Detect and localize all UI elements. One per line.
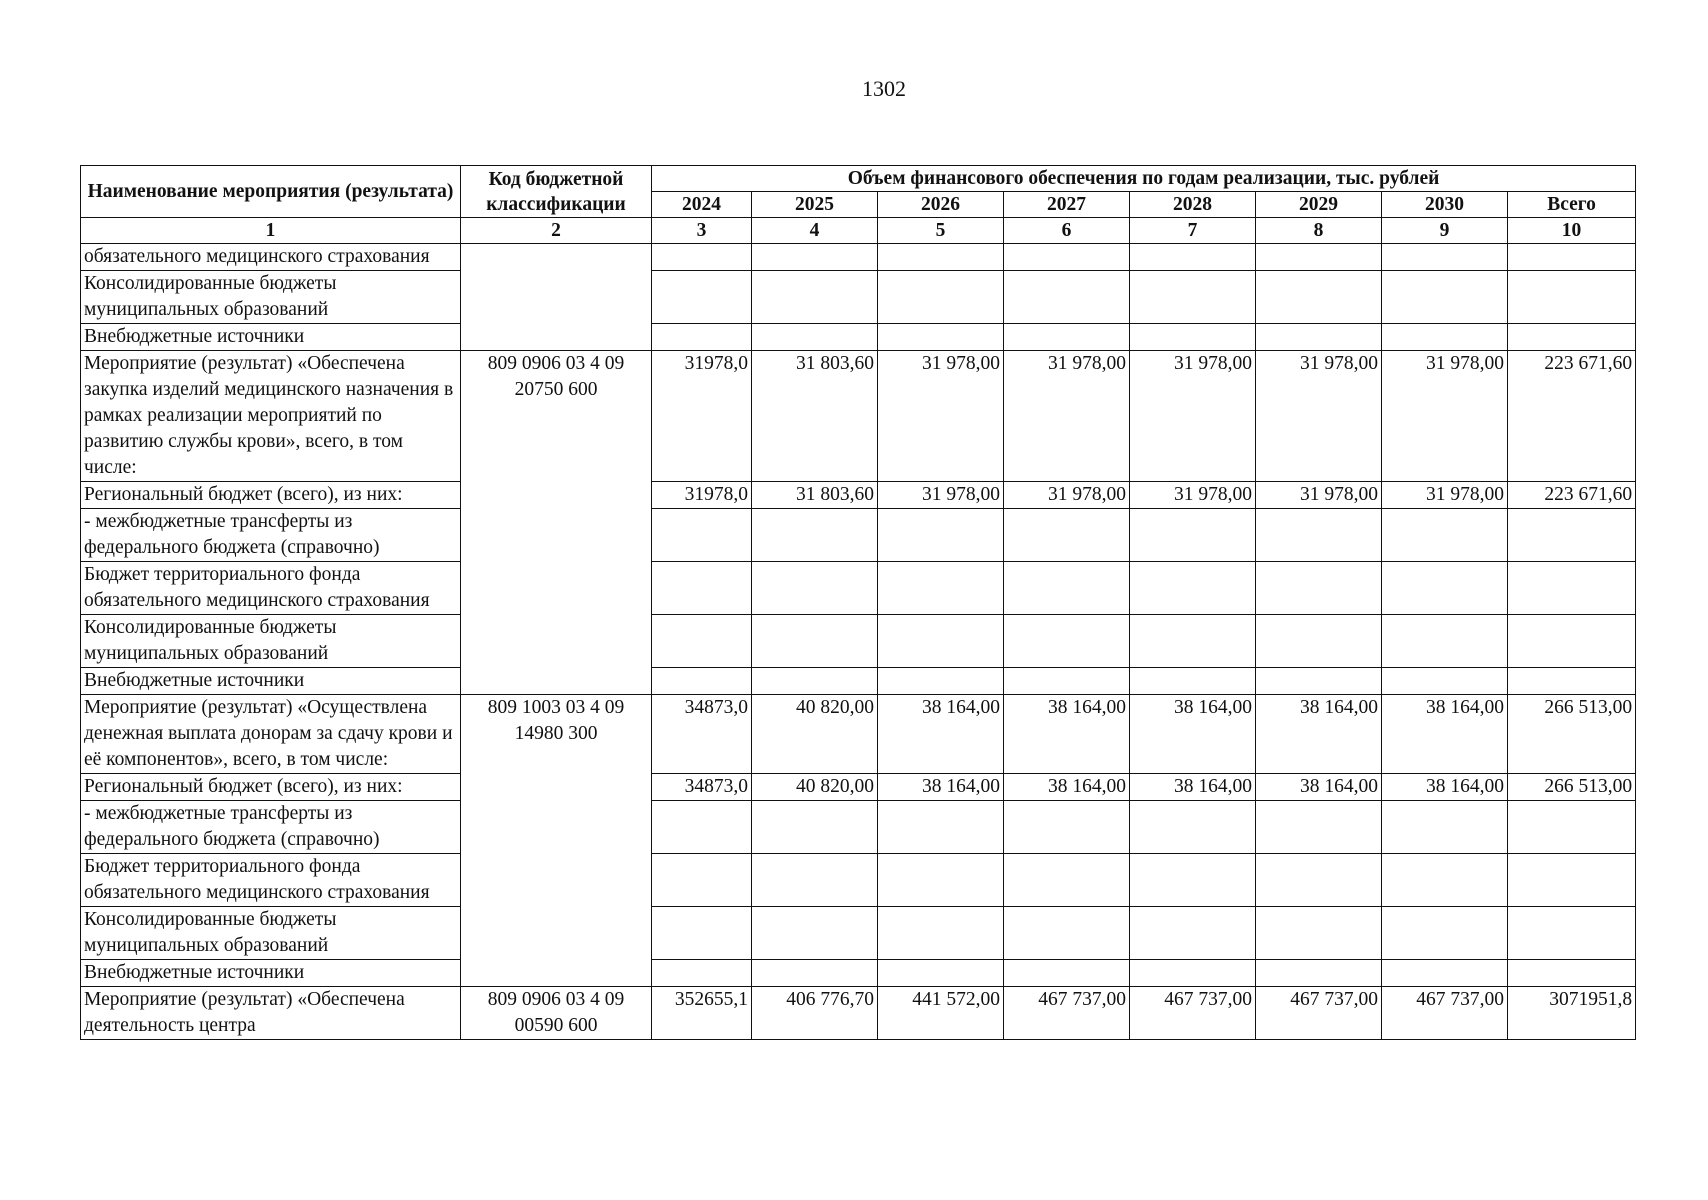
row-code-cell xyxy=(461,482,652,509)
row-name-cell: Консолидированные бюджеты муниципальных образований xyxy=(81,907,461,960)
row-value-cell xyxy=(878,324,1004,351)
row-value-cell xyxy=(1256,615,1382,668)
row-name-cell: Мероприятие (результат) «Обеспечена закупка изделий медицинского назначения в рамках реализации мероприятий по развитию службы крови», всего, в том числе: xyxy=(81,351,461,482)
table-row xyxy=(81,244,1636,271)
row-total-cell xyxy=(1508,324,1636,351)
row-total-cell: 223 671,60 xyxy=(1508,482,1636,509)
row-total-cell xyxy=(1508,509,1636,562)
row-code-cell: 809 0906 03 4 09 00590 600 xyxy=(461,987,652,1040)
row-code-cell: 809 0906 03 4 09 20750 600 xyxy=(461,351,652,482)
row-total-cell xyxy=(1508,244,1636,271)
row-value-cell xyxy=(752,271,878,324)
table-row xyxy=(81,907,1636,960)
budget-table xyxy=(80,165,1636,1040)
row-value-cell xyxy=(878,801,1004,854)
col-number: 1 xyxy=(81,218,461,244)
row-value-cell xyxy=(752,801,878,854)
row-value-cell xyxy=(652,615,752,668)
row-value-cell xyxy=(1256,960,1382,987)
table-row xyxy=(81,351,1636,482)
row-value-cell xyxy=(1130,960,1256,987)
row-value-cell xyxy=(652,907,752,960)
row-code-cell xyxy=(461,562,652,615)
row-value-cell: 31 978,00 xyxy=(1382,482,1508,509)
row-value-cell xyxy=(1382,324,1508,351)
row-value-cell: 31 978,00 xyxy=(1130,351,1256,482)
header-year: 2029 xyxy=(1256,192,1382,218)
row-value-cell: 38 164,00 xyxy=(1004,774,1130,801)
row-value-cell xyxy=(652,562,752,615)
row-value-cell xyxy=(1256,244,1382,271)
row-value-cell: 38 164,00 xyxy=(878,695,1004,774)
header-year: 2026 xyxy=(878,192,1004,218)
row-value-cell: 38 164,00 xyxy=(1256,695,1382,774)
row-value-cell xyxy=(1130,324,1256,351)
table-row xyxy=(81,695,1636,774)
col-number: 7 xyxy=(1130,218,1256,244)
row-value-cell xyxy=(1256,668,1382,695)
row-value-cell xyxy=(1004,960,1130,987)
row-value-cell: 38 164,00 xyxy=(1130,695,1256,774)
row-total-cell xyxy=(1508,960,1636,987)
header-year: 2025 xyxy=(752,192,878,218)
row-value-cell xyxy=(752,854,878,907)
row-total-cell xyxy=(1508,562,1636,615)
row-value-cell xyxy=(752,668,878,695)
row-value-cell: 441 572,00 xyxy=(878,987,1004,1040)
row-value-cell: 40 820,00 xyxy=(752,695,878,774)
row-code-cell: 809 1003 03 4 09 14980 300 xyxy=(461,695,652,774)
row-name-cell: Мероприятие (результат) «Осуществлена денежная выплата донорам за сдачу крови и её компонентов», всего, в том числе: xyxy=(81,695,461,774)
row-total-cell: 3071951,8 xyxy=(1508,987,1636,1040)
row-value-cell xyxy=(1130,854,1256,907)
row-name-cell: Консолидированные бюджеты муниципальных образований xyxy=(81,271,461,324)
col-number: 4 xyxy=(752,218,878,244)
row-value-cell: 38 164,00 xyxy=(878,774,1004,801)
row-value-cell xyxy=(878,854,1004,907)
row-value-cell: 31 978,00 xyxy=(1382,351,1508,482)
row-total-cell: 266 513,00 xyxy=(1508,774,1636,801)
row-name-cell: Консолидированные бюджеты муниципальных образований xyxy=(81,615,461,668)
row-value-cell: 31 978,00 xyxy=(1004,482,1130,509)
row-total-cell xyxy=(1508,668,1636,695)
header-year: 2024 xyxy=(652,192,752,218)
row-value-cell xyxy=(652,244,752,271)
row-value-cell: 31 978,00 xyxy=(1130,482,1256,509)
row-code-cell xyxy=(461,774,652,801)
row-value-cell xyxy=(1256,801,1382,854)
row-value-cell: 31 803,60 xyxy=(752,482,878,509)
row-value-cell: 34873,0 xyxy=(652,774,752,801)
row-code-cell xyxy=(461,668,652,695)
row-value-cell xyxy=(752,562,878,615)
header-total: Всего xyxy=(1508,192,1636,218)
row-value-cell xyxy=(752,960,878,987)
row-value-cell xyxy=(1382,615,1508,668)
row-value-cell: 38 164,00 xyxy=(1130,774,1256,801)
row-code-cell xyxy=(461,907,652,960)
row-value-cell xyxy=(1382,801,1508,854)
row-value-cell xyxy=(1130,668,1256,695)
row-value-cell: 40 820,00 xyxy=(752,774,878,801)
row-value-cell xyxy=(1382,271,1508,324)
row-value-cell xyxy=(652,668,752,695)
row-code-cell xyxy=(461,801,652,854)
row-value-cell xyxy=(1004,854,1130,907)
table-row xyxy=(81,987,1636,1040)
row-value-cell: 31978,0 xyxy=(652,351,752,482)
row-value-cell: 38 164,00 xyxy=(1004,695,1130,774)
row-value-cell xyxy=(652,801,752,854)
row-value-cell xyxy=(1382,244,1508,271)
table-row xyxy=(81,509,1636,562)
row-value-cell: 38 164,00 xyxy=(1256,774,1382,801)
table-row xyxy=(81,854,1636,907)
col-number: 10 xyxy=(1508,218,1636,244)
row-value-cell: 467 737,00 xyxy=(1256,987,1382,1040)
row-total-cell xyxy=(1508,801,1636,854)
table-row xyxy=(81,324,1636,351)
header-year: 2027 xyxy=(1004,192,1130,218)
col-number: 5 xyxy=(878,218,1004,244)
col-number: 8 xyxy=(1256,218,1382,244)
table-row xyxy=(81,271,1636,324)
row-value-cell xyxy=(1382,960,1508,987)
row-value-cell xyxy=(1004,509,1130,562)
header-volume-col: Объем финансового обеспечения по годам реализации, тыс. рублей xyxy=(652,166,1636,192)
table-row xyxy=(81,562,1636,615)
header-row xyxy=(81,166,1636,192)
page-number: 1302 xyxy=(862,76,906,101)
row-value-cell xyxy=(752,509,878,562)
row-name-cell: - межбюджетные трансферты из федерального бюджета (справочно) xyxy=(81,801,461,854)
row-value-cell: 38 164,00 xyxy=(1382,774,1508,801)
row-total-cell: 223 671,60 xyxy=(1508,351,1636,482)
row-value-cell xyxy=(878,271,1004,324)
row-total-cell xyxy=(1508,907,1636,960)
row-value-cell xyxy=(652,271,752,324)
row-value-cell: 31 978,00 xyxy=(878,482,1004,509)
row-value-cell xyxy=(1382,907,1508,960)
row-name-cell: обязательного медицинского страхования xyxy=(81,244,461,271)
row-value-cell xyxy=(752,324,878,351)
row-value-cell xyxy=(752,615,878,668)
row-value-cell xyxy=(878,907,1004,960)
row-value-cell: 31 978,00 xyxy=(1256,351,1382,482)
row-value-cell xyxy=(1130,615,1256,668)
row-value-cell xyxy=(1256,324,1382,351)
row-value-cell xyxy=(1130,509,1256,562)
row-name-cell: Бюджет территориального фонда обязательного медицинского страхования xyxy=(81,854,461,907)
row-value-cell xyxy=(1256,854,1382,907)
row-code-cell xyxy=(461,509,652,562)
row-total-cell xyxy=(1508,271,1636,324)
header-year: 2030 xyxy=(1382,192,1508,218)
row-value-cell xyxy=(652,324,752,351)
row-value-cell xyxy=(1382,854,1508,907)
row-value-cell: 31 803,60 xyxy=(752,351,878,482)
row-name-cell: Внебюджетные источники xyxy=(81,324,461,351)
row-value-cell xyxy=(1256,509,1382,562)
row-name-cell: - межбюджетные трансферты из федерального бюджета (справочно) xyxy=(81,509,461,562)
row-total-cell xyxy=(1508,615,1636,668)
row-value-cell: 467 737,00 xyxy=(1382,987,1508,1040)
table-row xyxy=(81,960,1636,987)
row-value-cell xyxy=(1004,907,1130,960)
table-row xyxy=(81,668,1636,695)
row-value-cell: 31 978,00 xyxy=(1256,482,1382,509)
row-value-cell: 38 164,00 xyxy=(1382,695,1508,774)
row-value-cell xyxy=(652,509,752,562)
row-value-cell xyxy=(1004,244,1130,271)
row-code-cell xyxy=(461,271,652,324)
row-value-cell xyxy=(1130,271,1256,324)
table-row xyxy=(81,482,1636,509)
row-name-cell: Региональный бюджет (всего), из них: xyxy=(81,482,461,509)
row-value-cell xyxy=(1256,271,1382,324)
table-row xyxy=(81,774,1636,801)
row-value-cell xyxy=(878,960,1004,987)
row-value-cell xyxy=(1004,668,1130,695)
header-col-numbers-row xyxy=(81,218,1636,244)
row-value-cell xyxy=(652,854,752,907)
row-value-cell xyxy=(752,907,878,960)
row-value-cell xyxy=(752,244,878,271)
row-name-cell: Внебюджетные источники xyxy=(81,960,461,987)
table-row xyxy=(81,801,1636,854)
header-code-col: Код бюджетной классификации xyxy=(461,166,652,218)
row-total-cell xyxy=(1508,854,1636,907)
header-year: 2028 xyxy=(1130,192,1256,218)
row-value-cell xyxy=(1004,615,1130,668)
col-number: 2 xyxy=(461,218,652,244)
row-value-cell: 31 978,00 xyxy=(878,351,1004,482)
table-row xyxy=(81,615,1636,668)
row-value-cell xyxy=(1382,668,1508,695)
row-value-cell xyxy=(878,244,1004,271)
row-value-cell xyxy=(878,509,1004,562)
row-value-cell: 31978,0 xyxy=(652,482,752,509)
row-value-cell xyxy=(652,960,752,987)
row-name-cell: Внебюджетные источники xyxy=(81,668,461,695)
row-value-cell xyxy=(1130,801,1256,854)
row-value-cell xyxy=(1130,562,1256,615)
table-body xyxy=(81,244,1636,1040)
col-number: 6 xyxy=(1004,218,1130,244)
row-value-cell xyxy=(1382,509,1508,562)
row-value-cell xyxy=(1130,907,1256,960)
row-code-cell xyxy=(461,324,652,351)
row-code-cell xyxy=(461,615,652,668)
col-number: 3 xyxy=(652,218,752,244)
row-value-cell xyxy=(1256,907,1382,960)
row-value-cell xyxy=(1004,271,1130,324)
row-value-cell: 406 776,70 xyxy=(752,987,878,1040)
row-value-cell: 31 978,00 xyxy=(1004,351,1130,482)
row-value-cell: 352655,1 xyxy=(652,987,752,1040)
row-name-cell: Региональный бюджет (всего), из них: xyxy=(81,774,461,801)
row-total-cell: 266 513,00 xyxy=(1508,695,1636,774)
row-code-cell xyxy=(461,854,652,907)
row-value-cell xyxy=(1004,801,1130,854)
row-value-cell: 467 737,00 xyxy=(1004,987,1130,1040)
row-value-cell xyxy=(1004,324,1130,351)
row-value-cell xyxy=(878,562,1004,615)
row-value-cell xyxy=(1256,562,1382,615)
col-number: 9 xyxy=(1382,218,1508,244)
row-name-cell: Мероприятие (результат) «Обеспечена деятельность центра xyxy=(81,987,461,1040)
row-value-cell xyxy=(878,615,1004,668)
row-value-cell: 34873,0 xyxy=(652,695,752,774)
row-name-cell: Бюджет территориального фонда обязательного медицинского страхования xyxy=(81,562,461,615)
row-value-cell xyxy=(1382,562,1508,615)
row-value-cell: 467 737,00 xyxy=(1130,987,1256,1040)
row-value-cell xyxy=(1004,562,1130,615)
row-code-cell xyxy=(461,960,652,987)
row-value-cell xyxy=(878,668,1004,695)
row-value-cell xyxy=(1130,244,1256,271)
row-code-cell xyxy=(461,244,652,271)
header-name-col: Наименование мероприятия (результата) xyxy=(81,166,461,218)
